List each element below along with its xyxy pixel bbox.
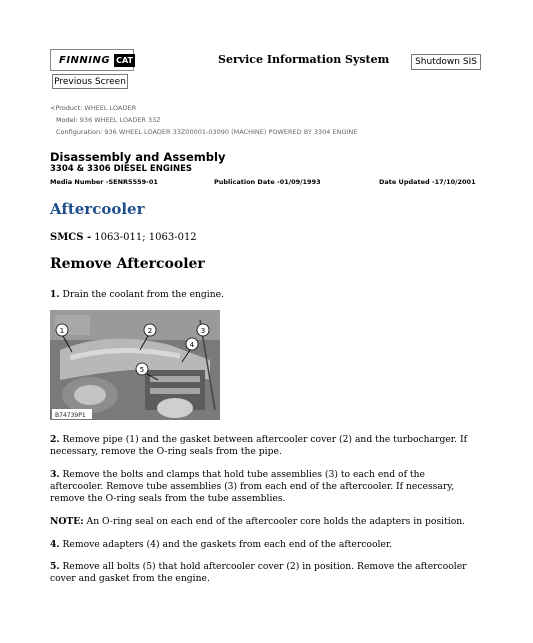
aftercooler-illustration [50,310,220,420]
callout-2-label: 2 [147,327,153,335]
callout-3-label: 3 [200,327,206,335]
product-label: <Product: [50,104,83,112]
step-4-text: Remove adapters (4) and the gaskets from each end of the aftercooler. [59,539,393,550]
engine-photo-graphic [50,310,220,420]
step-2 [50,434,475,458]
cat-logo-mark: CAT [116,55,133,65]
step-1-text: Drain the coolant from the engine. [59,289,225,300]
step-2-number: 2. [50,434,60,445]
model-label: Model: [56,116,78,124]
callout-4-label: 4 [189,341,195,349]
system-title: Service Information System [218,53,390,66]
media-number: Media Number -SENR5559-01 [50,178,158,186]
step-2-text: Remove pipe (1) and the gasket between aftercooler cover (2) and the turbocharger. If necessary, remove the O-ring seals from the pipe. [50,434,468,457]
note-text: An O-ring seal on each end of the aftercooler core holds the adapters in position. [83,516,466,527]
configuration-label: Configuration: [56,128,103,136]
note [50,516,475,528]
step-5-text: Remove all bolts (5) that hold aftercooler cover (2) in position. Remove the aftercooler cover and gasket from the engine. [50,561,467,584]
figure-label: B74739P1 [55,412,86,419]
step-5 [50,561,475,585]
step-3-text: Remove the bolts and clamps that hold tube assemblies (3) to each end of the aftercooler. Remove tube assemblies (3) from each end of the aftercooler. If necessary, remove the O-ring seals from the tube assemblies. [50,469,455,504]
model-value: 936 WHEEL LOADER 33Z [79,116,161,124]
publication-date: Publication Date -01/09/1993 [214,178,321,186]
smcs-label: SMCS - [50,232,92,243]
remove-heading: Remove Aftercooler [50,256,205,272]
step-5-number: 5. [50,561,60,572]
step-4 [50,539,475,551]
shutdown-sis-button[interactable]: Shutdown SIS [411,54,481,70]
callout-5-label: 5 [139,366,145,374]
smcs-line [50,232,197,243]
page-title: Aftercooler [50,200,145,218]
step-1-number: 1. [50,289,60,300]
section-heading: Disassembly and Assembly [50,150,226,164]
configuration-value: 936 WHEEL LOADER 33Z00001-03090 (MACHINE) POWERED BY 3304 ENGINE [104,128,358,136]
product-line [50,104,136,112]
finning-cat-logo [50,49,134,71]
step-3-number: 3. [50,469,60,480]
model-line [56,116,161,124]
product-value: WHEEL LOADER [84,104,137,112]
step-1 [50,289,475,301]
date-updated: Date Updated -17/10/2001 [379,178,476,186]
configuration-line [56,128,357,136]
logo-text: FINNING [59,54,111,66]
previous-screen-button[interactable]: Previous Screen [52,74,128,89]
note-label: NOTE: [50,516,84,527]
step-4-number: 4. [50,539,60,550]
step-3 [50,469,475,505]
callout-1-label: 1 [59,327,65,335]
smcs-value: 1063-011; 1063-012 [91,232,197,243]
section-subheading: 3304 & 3306 DIESEL ENGINES [50,164,193,174]
